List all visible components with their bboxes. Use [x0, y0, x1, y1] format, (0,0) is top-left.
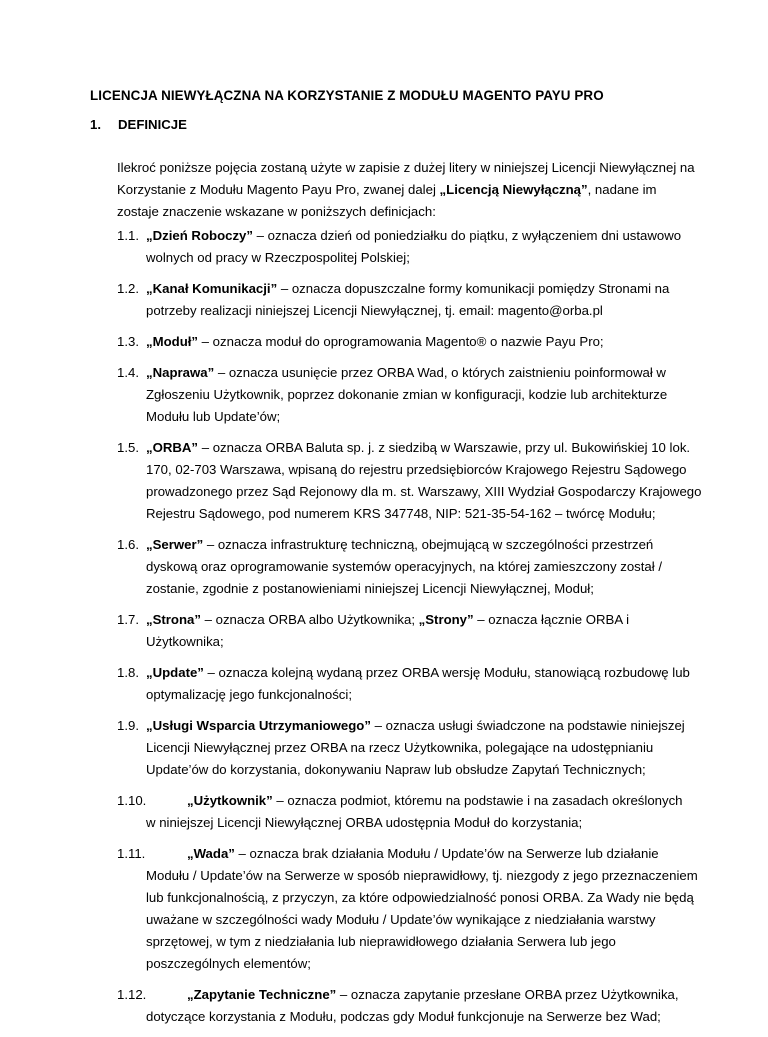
- definition-text: – oznacza ORBA albo Użytkownika;: [200, 612, 419, 627]
- definition-text: – oznacza dopuszczalne formy komunikacji pomiędzy Stronami na potrzeby realizacji niniejszej Licencji Niewyłącznej, tj. email: magento@orba.pl: [146, 281, 670, 318]
- definition-number: 1.9.: [117, 718, 139, 733]
- definition-item: [117, 843, 707, 975]
- section-number: 1.: [90, 117, 101, 132]
- definition-number: 1.5.: [117, 440, 139, 455]
- definition-number: 1.6.: [117, 537, 139, 552]
- definition-item: [117, 662, 707, 706]
- definition-term-secondary: „Strony”: [418, 612, 474, 627]
- definition-term: „ORBA”: [146, 440, 199, 455]
- definition-item: [117, 278, 707, 322]
- definition-term: „Dzień Roboczy”: [146, 228, 253, 243]
- definition-text-continued: w niniejszej Licencji Niewyłącznej ORBA udostępnia Moduł do korzystania;: [146, 815, 583, 830]
- definition-number: 1.3.: [117, 334, 139, 349]
- definition-text: – oznacza infrastrukturę techniczną, obejmującą w szczególności przestrzeń dyskową oraz oprogramowanie systemów operacyjnych, na której zamieszczony został / zostanie, zgodnie z postanowieniami niniejszej Licencji Niewyłącznej, Moduł;: [146, 537, 662, 596]
- definition-item: [117, 715, 707, 781]
- intro-paragraph: [117, 157, 697, 223]
- definition-number: 1.11.: [117, 846, 146, 861]
- definition-number: 1.10.: [117, 793, 147, 808]
- definition-item: [117, 790, 707, 834]
- definition-text: – oznacza podmiot, któremu na podstawie i na zasadach określonych: [272, 793, 683, 808]
- definition-text: – oznacza ORBA Baluta sp. j. z siedzibą w Warszawie, przy ul. Bukowińskiej 10 lok. 170, 02-703 Warszawa, wpisaną do rejestru przedsiębiorców Krajowego Rejestru Sądowego prowadzonego przez Sąd Rejonowy dla m. st. Warszawy, XIII Wydział Gospodarczy Krajowego Rejestru Sądowego, pod numerem KRS 347748, NIP: 521-35-54-162 – twórcę Modułu;: [146, 440, 702, 521]
- definition-item: [117, 362, 707, 428]
- definition-term: „Wada”: [187, 846, 235, 861]
- definition-term: „Strona”: [146, 612, 201, 627]
- intro-text-before: Ilekroć poniższe pojęcia zostaną użyte w zapisie z dużej litery w niniejszej Licencji Niewyłącznej na Korzystanie z Modułu Magento Payu Pro, zwanej dalej: [117, 160, 695, 197]
- definition-text: – oznacza zapytanie przesłane ORBA przez Użytkownika,: [336, 987, 679, 1002]
- definition-number: 1.2.: [117, 281, 139, 296]
- definition-term: „Naprawa”: [146, 365, 215, 380]
- definition-text: – oznacza dzień od poniedziałku do piątku, z wyłączeniem dni ustawowo wolnych od pracy w Rzeczpospolitej Polskiej;: [146, 228, 682, 265]
- section-title: DEFINICJE: [118, 117, 187, 132]
- definition-number: 1.1.: [117, 228, 139, 243]
- definition-item: [117, 331, 707, 353]
- definition-text: – oznacza usunięcie przez ORBA Wad, o których zaistnieniu poinformował w Zgłoszeniu Użytkownik, poprzez dokonanie zmian w konfiguracji, kodzie lub architekturze Modułu lub Update’ów;: [146, 365, 668, 424]
- definition-item: [117, 437, 707, 525]
- definition-text-secondary: – oznacza łącznie ORBA i Użytkownika;: [146, 612, 630, 649]
- definition-text: – oznacza brak działania Modułu / Update’ów na Serwerze lub działanie: [234, 846, 659, 861]
- definitions-list: [117, 225, 707, 1037]
- definition-term: „Serwer”: [146, 537, 204, 552]
- definition-number: 1.8.: [117, 665, 139, 680]
- definition-text-continued: Modułu / Update’ów na Serwerze w sposób nieprawidłowy, tj. niezgody z jego przeznaczeniem lub funkcjonalnością, z przyczyn, za które odpowiedzialność ponosi ORBA. Za Wady nie będą uważane w szczególności wady Modułu / Update’ów wynikające z niedziałania warstwy sprzętowej, w tym z niedziałania lub nieprawidłowego działania Serwera lub jego poszczególnych elementów;: [146, 868, 698, 971]
- definition-text: – oznacza kolejną wydaną przez ORBA wersję Modułu, stanowiącą rozbudowę lub optymalizację jego funkcjonalności;: [146, 665, 690, 702]
- definition-term: „Moduł”: [146, 334, 199, 349]
- section-heading: [90, 114, 187, 136]
- definition-term: „Zapytanie Techniczne”: [187, 987, 337, 1002]
- definition-term: „Update”: [146, 665, 204, 680]
- definition-term: „Użytkownik”: [187, 793, 273, 808]
- definition-number: 1.12.: [117, 987, 147, 1002]
- definition-term: „Usługi Wsparcia Utrzymaniowego”: [146, 718, 371, 733]
- intro-text-after: , nadane im zostaje znaczenie wskazane w poniższych definicjach:: [117, 182, 657, 219]
- definition-item: [117, 609, 707, 653]
- definition-text-continued: dotyczące korzystania z Modułu, podczas gdy Moduł funkcjonuje na Serwerze bez Wad;: [146, 1009, 661, 1024]
- definition-item: [117, 534, 707, 600]
- definition-term: „Kanał Komunikacji”: [146, 281, 278, 296]
- definition-number: 1.4.: [117, 365, 139, 380]
- definition-item: [117, 984, 707, 1028]
- intro-term: „Licencją Niewyłączną”: [439, 182, 588, 197]
- definition-text: – oznacza usługi świadczone na podstawie niniejszej Licencji Niewyłącznej przez ORBA na rzecz Użytkownika, polegające na udostępnianiu Update’ów do korzystania, dokonywaniu Napraw lub obsłudze Zapytań Technicznych;: [146, 718, 685, 777]
- definition-number: 1.7.: [117, 612, 139, 627]
- document-title: LICENCJA NIEWYŁĄCZNA NA KORZYSTANIE Z MODUŁU MAGENTO PAYU PRO: [90, 88, 604, 103]
- definition-item: [117, 225, 707, 269]
- definition-text: – oznacza moduł do oprogramowania Magento® o nazwie Payu Pro;: [198, 334, 604, 349]
